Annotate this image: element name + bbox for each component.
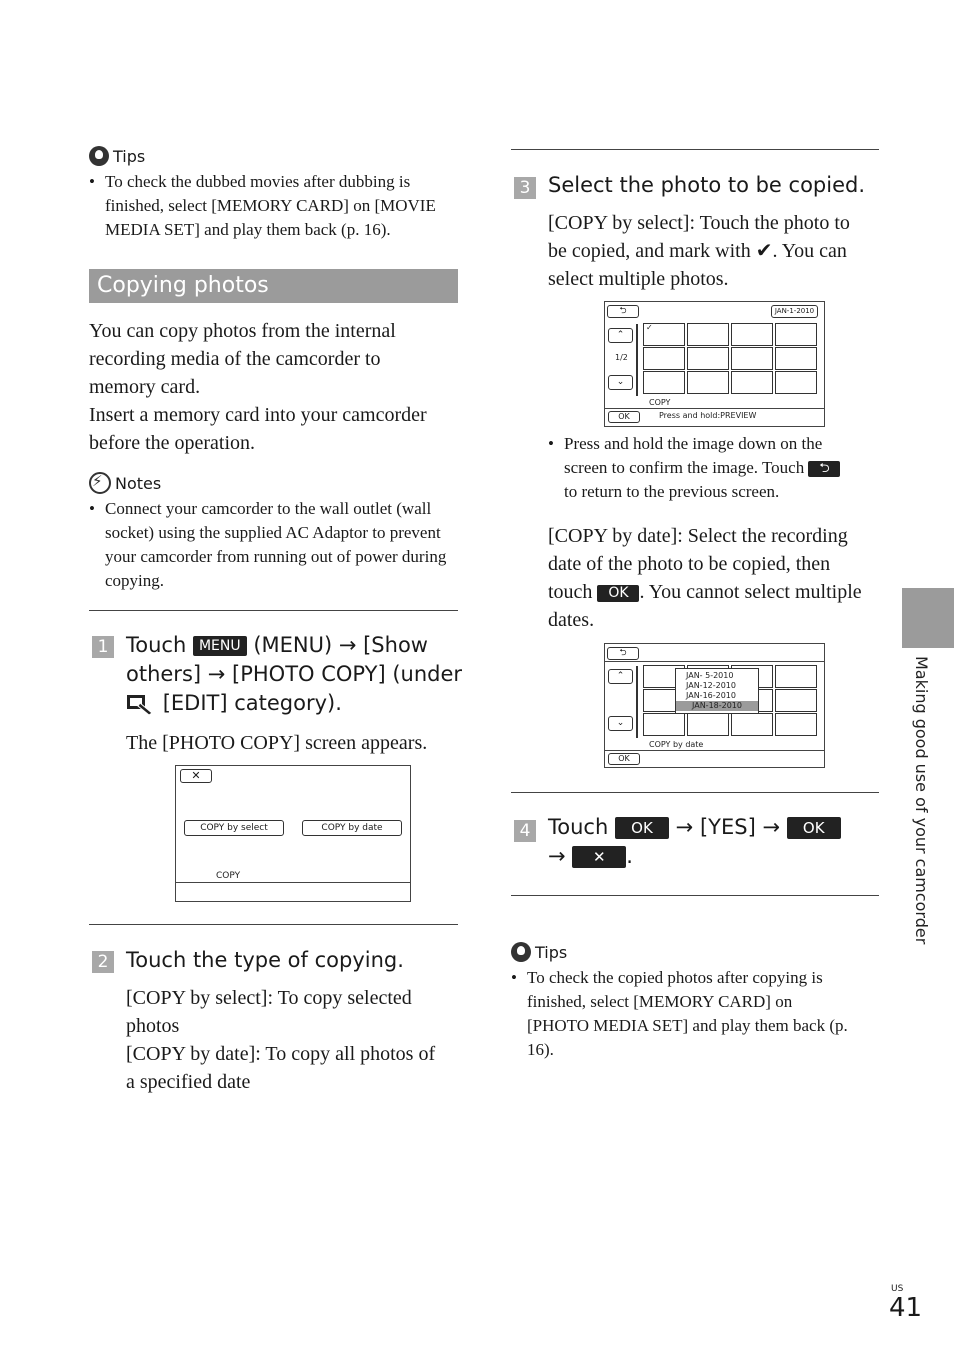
- close-icon: ✕: [572, 846, 626, 868]
- photo-thumbnail[interactable]: [687, 347, 729, 370]
- photo-thumbnail[interactable]: [643, 347, 685, 370]
- ok-button[interactable]: OK: [608, 753, 640, 765]
- copy-by-select-button[interactable]: COPY by select: [184, 820, 284, 836]
- photo-thumbnail[interactable]: [687, 323, 729, 346]
- menu-icon: MENU: [193, 636, 247, 656]
- photo-copy-screen: [175, 765, 411, 902]
- screen-divider: [605, 408, 824, 409]
- lightbulb-icon: [89, 146, 109, 166]
- step4-heading: Touch OK → [YES] → OK → ✕ .: [548, 813, 878, 871]
- photo-thumbnail[interactable]: [775, 689, 817, 712]
- back-button[interactable]: ⮌: [607, 647, 639, 660]
- step3-text: [COPY by select]: Touch the photo to be copied, and mark with ✔. You can select multiple photos.: [548, 212, 850, 290]
- close-button[interactable]: ✕: [180, 769, 212, 783]
- divider: [511, 149, 879, 150]
- preview-bullet: • Press and hold the image down on the screen to confirm the image. Touch ⮌ to return to the previous screen.: [548, 432, 888, 504]
- photo-thumbnail[interactable]: [643, 371, 685, 394]
- back-button[interactable]: ⮌: [607, 305, 639, 318]
- copy-date-screen: [604, 643, 825, 768]
- scrollbar[interactable]: [636, 666, 638, 738]
- step3-heading: Select the photo to be copied.: [548, 173, 866, 197]
- step-number-4: 4: [514, 820, 536, 842]
- step1-sub: The [PHOTO COPY] screen appears.: [126, 732, 428, 754]
- scroll-up-button[interactable]: ⌃: [608, 328, 633, 343]
- intro-text: You can copy photos from the internal recording media of the camcorder to memory card. Insert a memory card into your camcorder before the operation.: [89, 320, 427, 454]
- date-list-item[interactable]: JAN- 5-2010: [686, 671, 734, 680]
- tips-bullet: • To check the copied photos after copying is finished, select [MEMORY CARD] on [PHOTO MEDIA SET] and play them back (p. 16).: [511, 968, 848, 1059]
- divider: [89, 924, 458, 925]
- photo-thumbnail[interactable]: [687, 713, 729, 736]
- tips-heading: Tips: [89, 146, 145, 166]
- ok-icon: OK: [787, 817, 841, 839]
- date-list: [675, 668, 759, 714]
- screen-divider: [605, 661, 824, 662]
- divider: [511, 895, 879, 896]
- scroll-down-button[interactable]: ⌄: [608, 375, 633, 390]
- edit-category-icon: [126, 693, 156, 715]
- divider: [89, 610, 458, 611]
- step1-heading: Touch MENU (MENU) → [Show others] → [PHOTO COPY] (under [EDIT] category).: [126, 633, 463, 715]
- tips-bullet: • To check the dubbed movies after dubbing is finished, select [MEMORY CARD] on [MOVIE MEDIA SET] and play them back (p. 16).: [89, 172, 436, 239]
- step-number-1: 1: [92, 636, 114, 658]
- photo-thumbnail[interactable]: [775, 371, 817, 394]
- step2-heading: Touch the type of copying.: [126, 948, 404, 972]
- step2-text: [COPY by select]: To copy selected photos [COPY by date]: To copy all photos of a specified date: [126, 987, 436, 1093]
- screen-divider: [605, 750, 824, 751]
- photo-thumbnail[interactable]: [775, 347, 817, 370]
- photo-thumbnail[interactable]: [775, 323, 817, 346]
- caution-icon: [89, 472, 111, 494]
- step-number-2: 2: [92, 951, 114, 973]
- tips-heading: Tips: [511, 942, 567, 962]
- ok-icon: OK: [597, 585, 639, 602]
- scroll-down-button[interactable]: ⌄: [608, 716, 633, 731]
- date-list-item[interactable]: JAN-16-2010: [686, 691, 736, 700]
- photo-thumbnail[interactable]: [731, 371, 773, 394]
- photo-thumbnail[interactable]: [643, 713, 685, 736]
- section-title: Copying photos: [89, 269, 458, 303]
- photo-thumbnail[interactable]: [731, 713, 773, 736]
- photo-thumbnail[interactable]: [731, 323, 773, 346]
- ok-button[interactable]: OK: [608, 411, 640, 423]
- region-code: US: [891, 1284, 904, 1294]
- notes-heading: ⚡ Notes: [89, 472, 161, 494]
- lightbulb-icon: [511, 942, 531, 962]
- photo-thumbnail[interactable]: [643, 323, 685, 346]
- side-label: Making good use of your camcorder: [912, 656, 931, 945]
- screen-caption: COPY: [216, 871, 241, 881]
- screen-caption: COPY: [649, 398, 671, 407]
- date-list-item-selected[interactable]: JAN-18-2010: [676, 701, 758, 711]
- page-number: 41: [889, 1293, 923, 1323]
- check-mark-icon: ✓: [646, 323, 653, 332]
- date-label: JAN-1-2010: [771, 305, 818, 318]
- photo-thumbnail[interactable]: [731, 347, 773, 370]
- page-indicator: 1/2: [615, 353, 628, 362]
- notes-bullet: • Connect your camcorder to the wall outlet (wall socket) using the supplied AC Adaptor to prevent your camcorder from running out of power during copying.: [89, 499, 447, 590]
- divider: [511, 792, 879, 793]
- scrollbar[interactable]: [636, 324, 638, 396]
- copy-by-date-text: [COPY by date]: Select the recording date of the photo to be copied, then touch OK . You cannot select multiple dates.: [548, 525, 862, 631]
- preview-hint: Press and hold:PREVIEW: [659, 411, 757, 420]
- side-tab: [902, 588, 954, 648]
- copy-by-date-button[interactable]: COPY by date: [302, 820, 402, 836]
- screen-divider: [176, 882, 410, 883]
- photo-thumbnail[interactable]: [775, 713, 817, 736]
- photo-thumbnail[interactable]: [775, 665, 817, 688]
- step-number-3: 3: [514, 177, 536, 199]
- back-icon: ⮌: [808, 461, 840, 477]
- copy-select-screen: [604, 301, 825, 427]
- date-list-item[interactable]: JAN-12-2010: [686, 681, 736, 690]
- screen-caption: COPY by date: [649, 740, 704, 749]
- photo-thumbnail[interactable]: [687, 371, 729, 394]
- scroll-up-button[interactable]: ⌃: [608, 669, 633, 684]
- ok-icon: OK: [615, 817, 669, 839]
